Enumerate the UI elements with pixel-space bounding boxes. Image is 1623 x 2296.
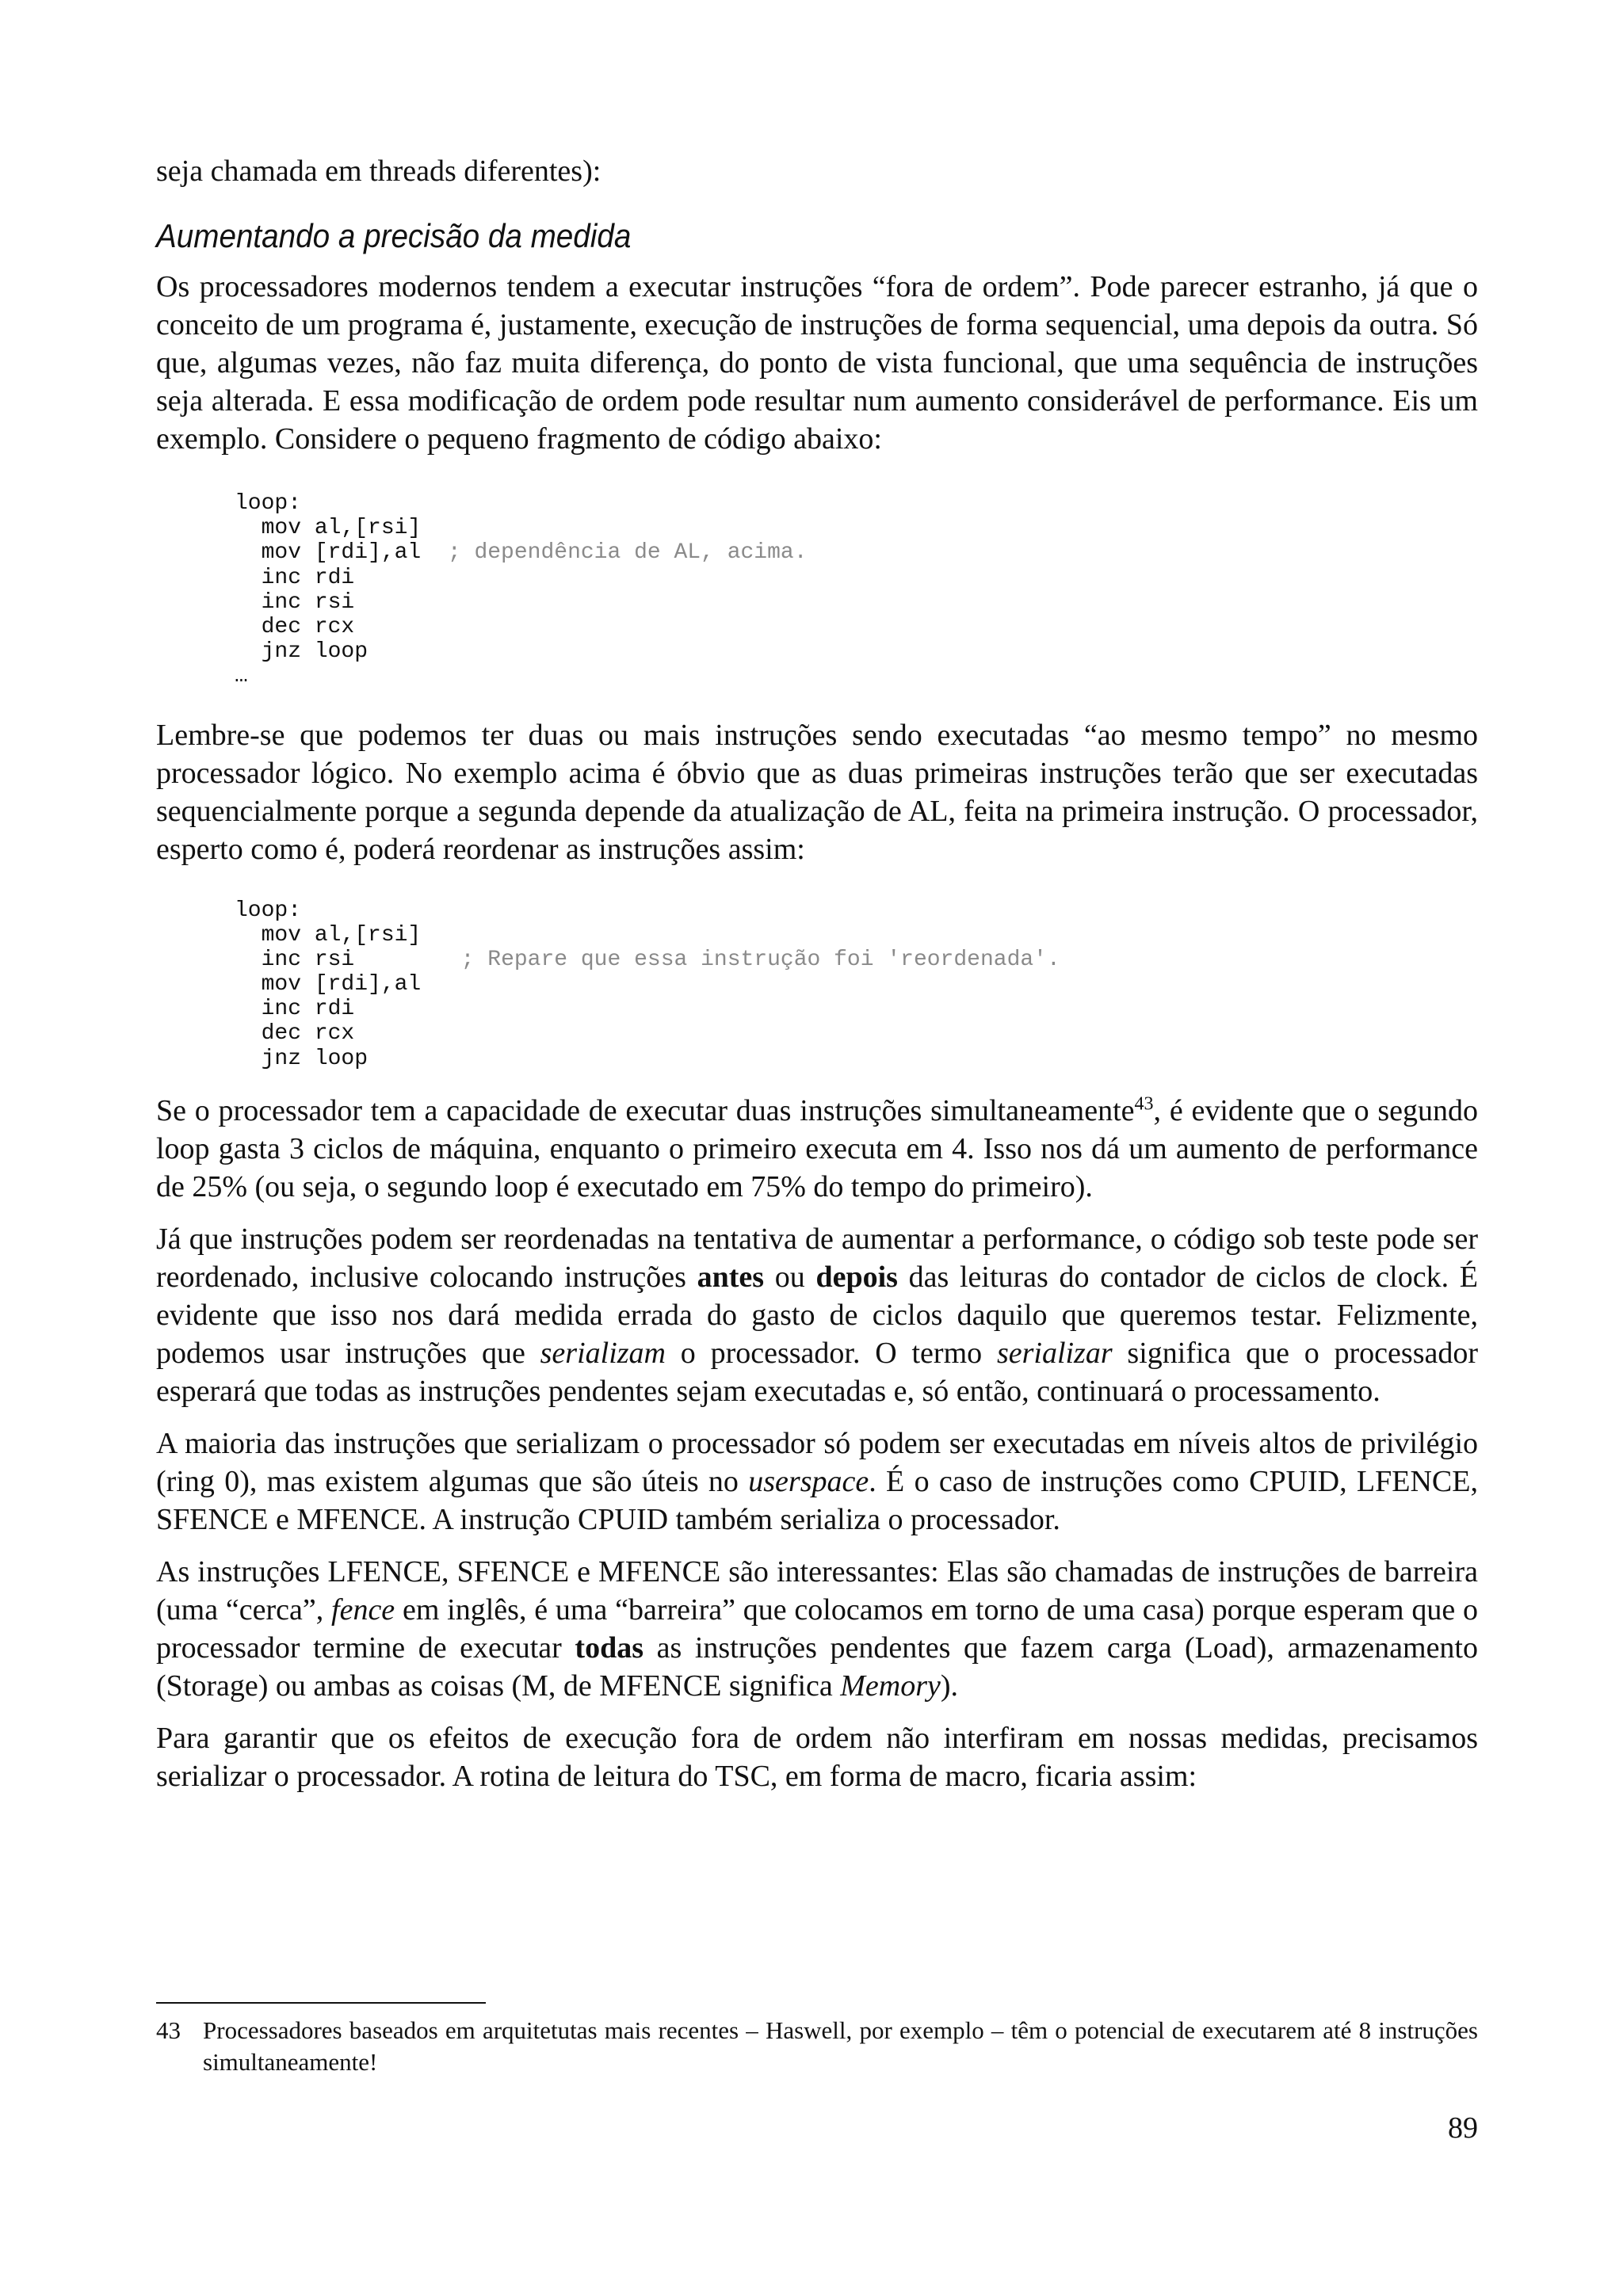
- code-line: mov al,[rsi]: [235, 922, 422, 948]
- italic-text: serializar: [996, 1336, 1113, 1370]
- paragraph-out-of-order-intro: Os processadores modernos tendem a executar instruções “fora de ordem”. Pode parecer estranho, já que o conceito de um programa é, justamente, execução de instruções de forma sequencial, uma depois da outra. Só que, algumas vezes, não faz muita diferença, do ponto de vista funcional, que uma sequência de instruções seja alterada. E essa modificação de ordem pode resultar num aumento considerável de performance. Eis um exemplo. Considere o pequeno fragmento de código abaixo:: [156, 270, 1478, 456]
- code-line: dec rcx: [235, 1021, 355, 1047]
- text-run: em inglês, é uma “barreira” que colocamos em torno de uma casa) porque esperam que o processador termine de executar: [156, 1592, 1478, 1665]
- code-line: [235, 540, 1478, 565]
- code-line: loop:: [235, 491, 302, 516]
- code-line: inc rsi: [235, 589, 355, 615]
- code-comment: ; dependência de AL, acima.: [447, 540, 808, 566]
- text-run: ).: [940, 1669, 959, 1703]
- text-run: as instruções pendentes que fazem carga (Load), armazenamento (Storage) ou ambas as coisas (M, de MFENCE significa: [156, 1630, 1478, 1703]
- footnote-number: 43: [156, 2016, 181, 2044]
- code-block-reordered-loop: [235, 898, 1478, 1071]
- code-line: inc rdi: [235, 565, 355, 590]
- bold-text: depois: [815, 1260, 898, 1294]
- code-line: jnz loop: [235, 639, 369, 665]
- text-run: . É o caso de instruções como CPUID, LFENCE, SFENCE e MFENCE. A instrução CPUID também serializa o processador.: [156, 1464, 1478, 1536]
- code-text: mov [rdi],al: [235, 540, 448, 566]
- bold-text: antes: [697, 1260, 765, 1294]
- text-run: Já que instruções podem ser reordenadas na tentativa de aumentar a performance, o código sob teste pode ser reordenado, inclusive colocando instruções: [156, 1222, 1478, 1294]
- paragraph-performance-gain: [156, 1092, 1478, 1206]
- italic-text: userspace: [748, 1464, 869, 1498]
- paragraph-parallel-execution: Lembre-se que podemos ter duas ou mais instruções sendo executadas “ao mesmo tempo” no mesmo processador lógico. No exemplo acima é óbvio que as duas primeiras instruções terão que ser executadas sequencialmente porque a segunda depende da atualização de AL, feita na primeira instrução. O processador, esperto como é, poderá reordenar as instruções assim:: [156, 718, 1478, 866]
- text-run: As instruções LFENCE, SFENCE e MFENCE são interessantes: Elas são chamadas de instruções de barreira (uma “cerca”,: [156, 1554, 1478, 1627]
- text-run: significa que o processador esperará que todas as instruções pendentes sejam executadas e, só então, continuará o processamento.: [156, 1336, 1479, 1408]
- page-number: 89: [1448, 2111, 1478, 2145]
- intro-line: seja chamada em threads diferentes):: [156, 154, 601, 188]
- text-run: das leituras do contador de ciclos de clock. É evidente que isso nos dará medida errada do gasto de ciclos daquilo que queremos testar. Felizmente, podemos usar instruções que: [156, 1260, 1478, 1370]
- paragraph-serialization: [156, 1220, 1478, 1410]
- paragraph-privilege: [156, 1425, 1478, 1539]
- text-run: Se o processador tem a capacidade de executar duas instruções simultaneamente: [156, 1093, 1135, 1127]
- footnote-separator: [156, 2002, 486, 2004]
- code-line: …: [235, 664, 248, 689]
- italic-text: Memory: [840, 1669, 941, 1703]
- code-line: dec rcx: [235, 614, 355, 639]
- bold-text: todas: [575, 1630, 643, 1665]
- italic-text: serializam: [540, 1336, 666, 1370]
- footnote: [156, 2015, 1478, 2078]
- text-run: ou: [764, 1260, 816, 1294]
- footnote-text: Processadores baseados em arquitetutas mais recentes – Haswell, por exemplo – têm o potencial de executarem até 8 instruções simultaneamente!: [203, 2016, 1478, 2076]
- code-comment: ; Repare que essa instrução foi 'reordenada'.: [460, 947, 1060, 972]
- paragraph-fence-instructions: [156, 1553, 1478, 1705]
- code-line: [235, 948, 1478, 972]
- section-title: Aumentando a precisão da medida: [156, 217, 632, 254]
- code-text: inc rsi: [235, 947, 461, 972]
- code-line: jnz loop: [235, 1046, 369, 1071]
- text-run: , é evidente que o segundo loop gasta 3 ciclos de máquina, enquanto o primeiro executa em 4. Isso nos dá um aumento de performance de 25% (ou seja, o segundo loop é executado em 75% do tempo do primeiro).: [156, 1093, 1479, 1203]
- italic-text: fence: [331, 1592, 395, 1627]
- page-content: [156, 152, 1478, 1795]
- code-line: mov al,[rsi]: [235, 516, 422, 541]
- text-run: A maioria das instruções que serializam o processador só podem ser executadas em níveis altos de privilégio (ring 0), mas existem algumas que são úteis no: [156, 1426, 1478, 1498]
- code-line: mov [rdi],al: [235, 972, 422, 997]
- code-block-original-loop: [235, 491, 1478, 689]
- paragraph-tsc-macro: Para garantir que os efeitos de execução fora de ordem não interfiram em nossas medidas, precisamos serializar o processador. A rotina de leitura do TSC, em forma de macro, ficaria assim:: [156, 1721, 1478, 1793]
- code-line: inc rdi: [235, 997, 355, 1022]
- footnote-reference: 43: [1134, 1093, 1154, 1115]
- code-line: loop:: [235, 898, 302, 923]
- text-run: o processador. O termo: [666, 1336, 997, 1370]
